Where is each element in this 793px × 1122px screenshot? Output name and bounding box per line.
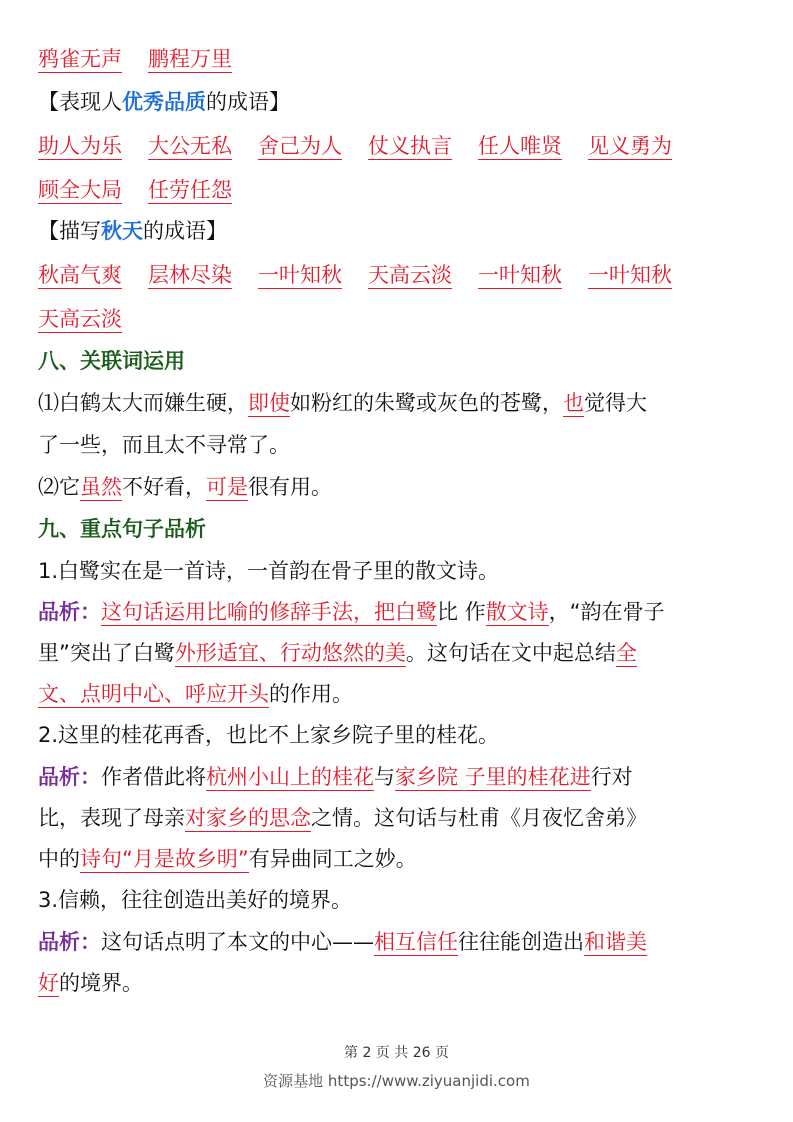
idiom: 天高云淡 bbox=[368, 263, 452, 287]
idiom: 天高云淡 bbox=[38, 307, 122, 331]
idiom: 一叶知秋 bbox=[478, 263, 562, 287]
analysis-1-line3: 文、点明中心、呼应开头的作用。 bbox=[38, 682, 353, 706]
idiom: 一叶知秋 bbox=[258, 263, 342, 287]
question-1: 1.白鹭实在是一首诗，一首韵在骨子里的散文诗。 bbox=[38, 559, 500, 583]
heading-section-8: 八、关联词运用 bbox=[38, 349, 185, 373]
idiom: 秋高气爽 bbox=[38, 263, 122, 287]
sentence-8-1-line1: ⑴白鹤太大而嫌生硬，即使如粉红的朱鹭或灰色的苍鹭，也觉得大 bbox=[38, 391, 647, 415]
idiom: 任劳任怨 bbox=[148, 178, 232, 202]
question-3: 3.信赖，往往创造出美好的境界。 bbox=[38, 888, 353, 912]
analysis-2-line1: 品析：作者借此将杭州小山上的桂花与家乡院 子里的桂花进行对 bbox=[38, 765, 633, 789]
idiom: 鹏程万里 bbox=[148, 47, 232, 71]
idiom: 舍己为人 bbox=[258, 134, 342, 158]
idiom: 鸦雀无声 bbox=[38, 47, 122, 71]
idiom: 任人唯贤 bbox=[478, 134, 562, 158]
sentence-8-2: ⑵它虽然不好看，可是很有用。 bbox=[38, 475, 332, 499]
sentence-8-1-line2: 了一些，而且太不寻常了。 bbox=[38, 433, 290, 457]
section-heading-autumn: 【描写秋天的成语】 bbox=[38, 219, 227, 243]
idiom: 大公无私 bbox=[148, 134, 232, 158]
analysis-1-line1: 品析：这句话运用比喻的修辞手法，把白鹭比 作散文诗，“韵在骨子 bbox=[38, 600, 665, 624]
idiom-row-quality-2 bbox=[38, 175, 757, 205]
idiom-row-autumn-2 bbox=[38, 304, 757, 334]
section-heading-quality: 【表现人优秀品质的成语】 bbox=[38, 90, 290, 114]
idiom: 见义勇为 bbox=[588, 134, 672, 158]
idiom: 层林尽染 bbox=[148, 263, 232, 287]
site-watermark: 资源基地 https://www.ziyuanjidi.com bbox=[263, 1072, 530, 1090]
heading-section-9: 九、重点句子品析 bbox=[38, 517, 206, 541]
analysis-2-line3: 中的诗句“月是故乡明”有异曲同工之妙。 bbox=[38, 847, 417, 871]
analysis-1-line2: 里”突出了白鹭外形适宜、行动悠然的美。这句话在文中起总结全 bbox=[38, 641, 637, 665]
idiom-row-top bbox=[38, 44, 757, 74]
analysis-3-line2: 好的境界。 bbox=[38, 971, 143, 995]
question-2: 2.这里的桂花再香，也比不上家乡院子里的桂花。 bbox=[38, 723, 500, 747]
idiom: 助人为乐 bbox=[38, 134, 122, 158]
idiom-row-quality-1 bbox=[38, 131, 757, 161]
idiom: 仗义执言 bbox=[368, 134, 452, 158]
analysis-3-line1: 品析：这句话点明了本文的中心——相互信任往往能创造出和谐美 bbox=[38, 930, 647, 954]
page-number: 第 2 页 共 26 页 bbox=[344, 1045, 449, 1061]
idiom: 一叶知秋 bbox=[588, 263, 672, 287]
idiom-row-autumn-1 bbox=[38, 260, 757, 290]
idiom: 顾全大局 bbox=[38, 178, 122, 202]
analysis-2-line2: 比，表现了母亲对家乡的思念之情。这句话与杜甫《月夜忆舍弟》 bbox=[38, 806, 647, 830]
